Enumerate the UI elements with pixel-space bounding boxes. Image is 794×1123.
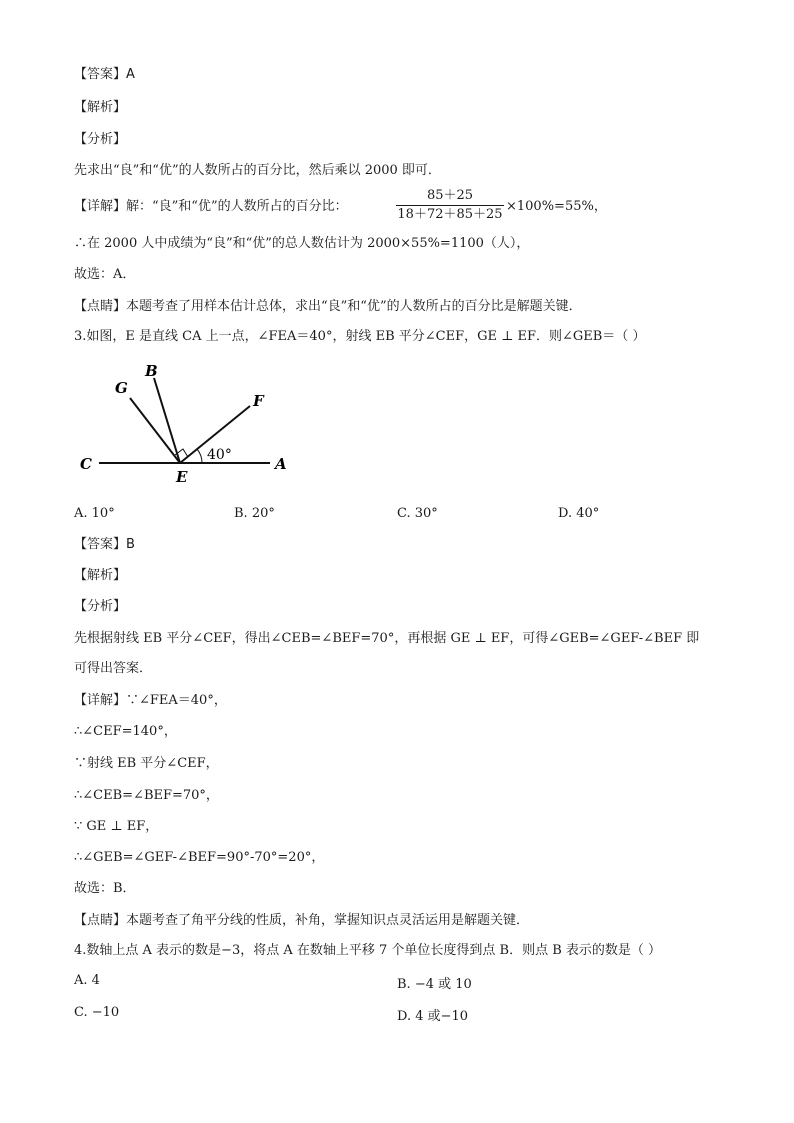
- fraction-numerator: 85＋25: [426, 188, 474, 203]
- label-g: G: [115, 379, 128, 397]
- fraction-bar: [396, 205, 504, 206]
- q4-option-a: A. 4: [74, 973, 100, 988]
- q3-fenxi-label: 【分析】: [74, 599, 127, 614]
- angle-figure: [74, 358, 304, 488]
- label-e: E: [176, 468, 188, 486]
- label-f: F: [253, 392, 264, 410]
- q3-step-2: ∴∠CEF=140°，: [74, 724, 177, 739]
- q4-option-d: D. 4 或−10: [397, 1009, 469, 1024]
- q3-option-c: C. 30°: [397, 506, 438, 521]
- choose-line: 故选：A．: [74, 267, 136, 282]
- detail-suffix: ×100%=55%，: [506, 199, 607, 214]
- therefore-line: ∴在 2000 人中成绩为“良”和“优”的总人数估计为 2000×55%=1100（人），: [74, 236, 530, 251]
- q3-fenxi-text-1: 先根据射线 EB 平分∠CEF，得出∠CEB=∠BEF=70°，再根据 GE ⊥ EF，可得∠GEB=∠GEF-∠BEF 即: [74, 631, 700, 646]
- q3-fenxi-text-2: 可得出答案．: [74, 661, 153, 676]
- label-b: B: [145, 362, 158, 380]
- q3-option-a: A. 10°: [74, 506, 115, 521]
- answer-label: 【答案】A: [74, 67, 135, 82]
- q3-step-1: 【详解】∵∠FEA＝40°，: [74, 693, 227, 708]
- q3-dianjing-line: 【点睛】本题考查了角平分线的性质，补角，掌握知识点灵活运用是解题关键．: [74, 913, 530, 928]
- label-c: C: [80, 455, 92, 473]
- jiexi-label: 【解析】: [74, 100, 127, 115]
- q3-jiexi-label: 【解析】: [74, 568, 127, 583]
- q3-step-5: ∵ GE ⊥ EF，: [74, 819, 159, 834]
- question-4-stem: 4.数轴上点 A 表示的数是−3，将点 A 在数轴上平移 7 个单位长度得到点 B．则点 B 表示的数是（ ）: [74, 943, 662, 958]
- q3-answer-label: 【答案】B: [74, 537, 135, 552]
- q3-step-4: ∴∠CEB=∠BEF=70°，: [74, 788, 219, 803]
- q4-option-c: C. −10: [74, 1005, 120, 1020]
- dianjing-line: 【点睛】本题考查了用样本估计总体，求出“良”和“优”的人数所占的百分比是解题关键．: [74, 299, 582, 314]
- label-a: A: [275, 455, 287, 473]
- question-3-stem: 3.如图，E 是直线 CA 上一点，∠FEA＝40°，射线 EB 平分∠CEF，GE ⊥ EF．则∠GEB＝（ ）: [74, 329, 646, 344]
- percentage-fraction: [396, 188, 504, 223]
- detail-prefix: 【详解】解：“良”和“优”的人数所占的百分比：: [74, 199, 348, 214]
- angle-arc: [197, 449, 202, 463]
- q3-option-d: D. 40°: [558, 506, 600, 521]
- fenxi-text: 先求出“良”和“优”的人数所占的百分比，然后乘以 2000 即可．: [74, 163, 441, 178]
- q3-step-3: ∵射线 EB 平分∠CEF，: [74, 756, 219, 771]
- ray-eb: [154, 378, 180, 463]
- fenxi-label: 【分析】: [74, 132, 127, 147]
- q3-option-b: B. 20°: [234, 506, 275, 521]
- ray-eg: [130, 398, 180, 463]
- label-angle: 40°: [207, 447, 232, 463]
- q3-step-6: ∴∠GEB=∠GEF-∠BEF=90°-70°=20°，: [74, 850, 325, 865]
- q3-choose-line: 故选：B．: [74, 881, 136, 896]
- q4-option-b: B. −4 或 10: [397, 977, 472, 992]
- fraction-denominator: 18＋72＋85＋25: [397, 207, 503, 222]
